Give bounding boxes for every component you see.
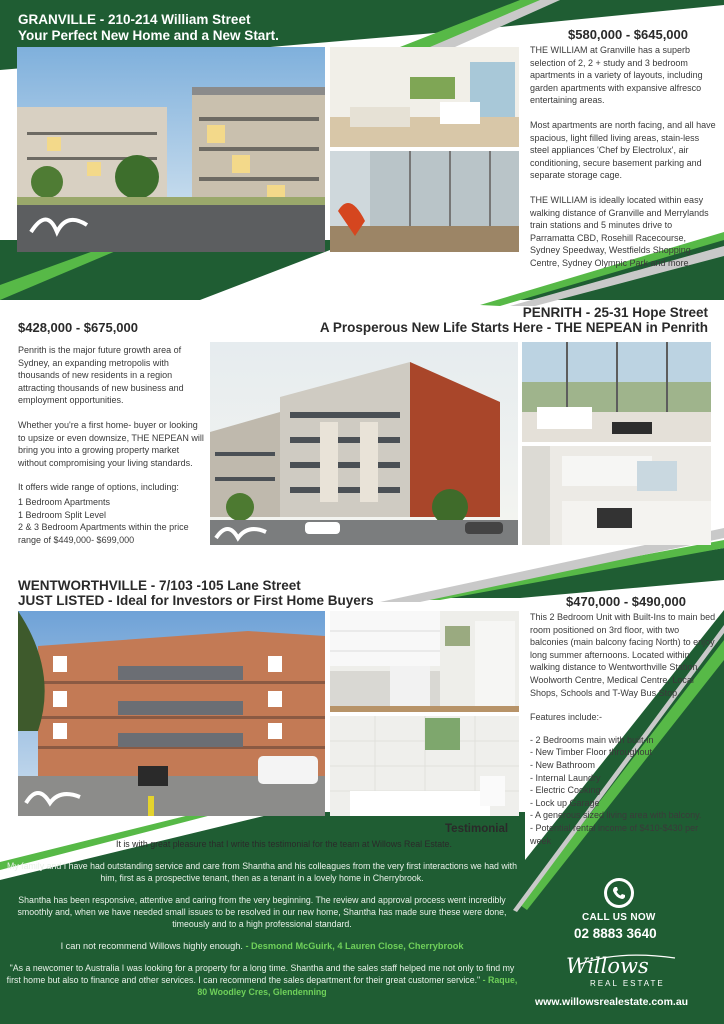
testimonial-quote-text: "As a newcomer to Australia I was looking for a property for a long time. Shantha and the sales staff helped me not only to find my first home but also to finance and other services. I can recommend the sales department for their great customer service." (6, 963, 515, 985)
wentworthville-building-photo (18, 611, 325, 816)
penrith-options-intro: It offers wide range of options, including: (18, 482, 179, 493)
testimonial-paragraph: Shantha has been responsive, attentive and caring from the very beginning. The review and approval process went incredibly smoothly and, when we have needed small issues to be resolved in our new home, Shantha has made sure these were done, timeously and to a high professional standard. (17, 895, 507, 929)
granville-building-photo (17, 47, 325, 252)
testimonial-signature: - Raque, 80 Woodley Cres, Glendenning (197, 975, 518, 997)
call-us-label: CALL US NOW (582, 912, 656, 923)
penrith-price: $428,000 - $675,000 (18, 320, 138, 335)
granville-paragraph: THE WILLIAM is ideally located within easy walking distance of Granville and Merrylands train stations and 5 minutes drive to Parramatta CBD, Rosehill Racecourse, Sydney Speedway, Westfields Shopping Centre, Sydney Olympic Park and more. (530, 194, 709, 268)
testimonial-paragraph: My family and I have had outstanding service and care from Shantha and his colleagues from the very first interactions we had with him, first as a prospective tenant, then as a tenant in a lovely home in Cherrybrook. (7, 861, 517, 883)
granville-paragraph: Most apartments are north facing, and all have spacious, light filled living areas, stain-less steel appliances 'Chef by Electrolux', air conditioning, secure basement parking and separate storage cage. (530, 119, 716, 181)
wentworthville-description: This 2 Bedroom Unit with Built-Ins to main bed room positioned on 3rd floor, with two balconies (main balcony facing North) to enjoy long summer afternoons. Located within walking distance to Wentworthville Station, Woolworth Centre, Medical Centre, Local Shops, Schools and T-Way Bus Stop. (530, 612, 716, 698)
penrith-option: 1 Bedroom Apartments (18, 496, 111, 507)
feature-item: - New Timber Floor throughout (530, 747, 653, 758)
testimonial-paragraph: It is with great pleasure that I write this testimonial for the team at Willows Real Estate. (116, 839, 452, 849)
penrith-option: 1 Bedroom Split Level (18, 509, 107, 520)
feature-item: - New Bathroom (530, 759, 596, 770)
feature-item: - Potential rental income of $410-$430 per week (530, 822, 699, 846)
phone-number[interactable]: 02 8883 3640 (574, 926, 657, 941)
testimonial-heading: Testimonial (445, 823, 509, 835)
wentworthville-bathroom-photo (330, 716, 519, 816)
phone-icon[interactable] (604, 878, 634, 908)
penrith-options-list (18, 496, 204, 546)
granville-title: GRANVILLE - 210-214 William Street (18, 12, 251, 27)
testimonial-closing (6, 940, 518, 952)
features-title: Features include:- (530, 712, 603, 723)
penrith-paragraph: Whether you're a first home- buyer or looking to upsize or even downsize, THE NEPEAN will bring you into a growing property market without compromising your living standards. (18, 419, 204, 468)
features-list (530, 734, 716, 847)
website-link[interactable]: www.willowsrealestate.com.au (535, 996, 689, 1008)
brand-subtitle: REAL ESTATE (590, 979, 665, 988)
wentworthville-title: WENTWORTHVILLE - 7/103 -105 Lane Street (18, 578, 301, 593)
penrith-building-photo (210, 342, 518, 545)
granville-price: $580,000 - $645,000 (568, 27, 688, 42)
testimonial-paragraph: I can not recommend Willows highly enough. (60, 941, 243, 951)
testimonial-signature: - Desmond McGuirk, 4 Lauren Close, Cherrybrook (245, 941, 464, 951)
penrith-paragraph: Penrith is the major future growth area of Sydney, an expanding metropolis with thousands of new residents in a region attracting thousands of new business and employment opportunities. (18, 345, 184, 406)
granville-paragraph: THE WILLIAM at Granville has a superb selection of 2, 2 + study and 3 bedroom apartments in a variety of layouts, including garden apartments with expansive alfresco entertaining areas. (530, 45, 703, 106)
testimonial-quote (6, 962, 518, 998)
willows-logo (560, 952, 690, 992)
feature-item: - 2 Bedrooms main with built-in (530, 734, 654, 745)
granville-balcony-photo (330, 151, 519, 252)
penrith-description (18, 344, 204, 546)
granville-subtitle: Your Perfect New Home and a New Start. (18, 28, 279, 43)
penrith-kitchen-photo (522, 446, 711, 545)
wentworthville-details (530, 611, 716, 847)
penrith-subtitle: A Prosperous New Life Starts Here - THE NEPEAN in Penrith (319, 320, 708, 335)
wentworthville-kitchen-photo (330, 611, 519, 712)
granville-description (530, 44, 716, 282)
feature-item: - Internal Laundry (530, 772, 601, 783)
testimonial-body (6, 838, 518, 998)
brand-name: Willows (566, 954, 649, 978)
penrith-option: 2 & 3 Bedroom Apartments within the price range of $449,000- $699,000 (18, 522, 189, 545)
wentworthville-price: $470,000 - $490,000 (566, 594, 686, 609)
penrith-living-photo (522, 342, 711, 442)
penrith-title: PENRITH - 25-31 Hope Street (522, 305, 708, 320)
wentworthville-subtitle: JUST LISTED - Ideal for Investors or First Home Buyers (18, 593, 374, 608)
feature-item: - Lock up Garage (530, 797, 600, 808)
feature-item: - Electric Cooking (530, 785, 601, 796)
granville-living-photo (330, 47, 519, 147)
feature-item: - A generous sized living area with balcony. (530, 810, 702, 821)
